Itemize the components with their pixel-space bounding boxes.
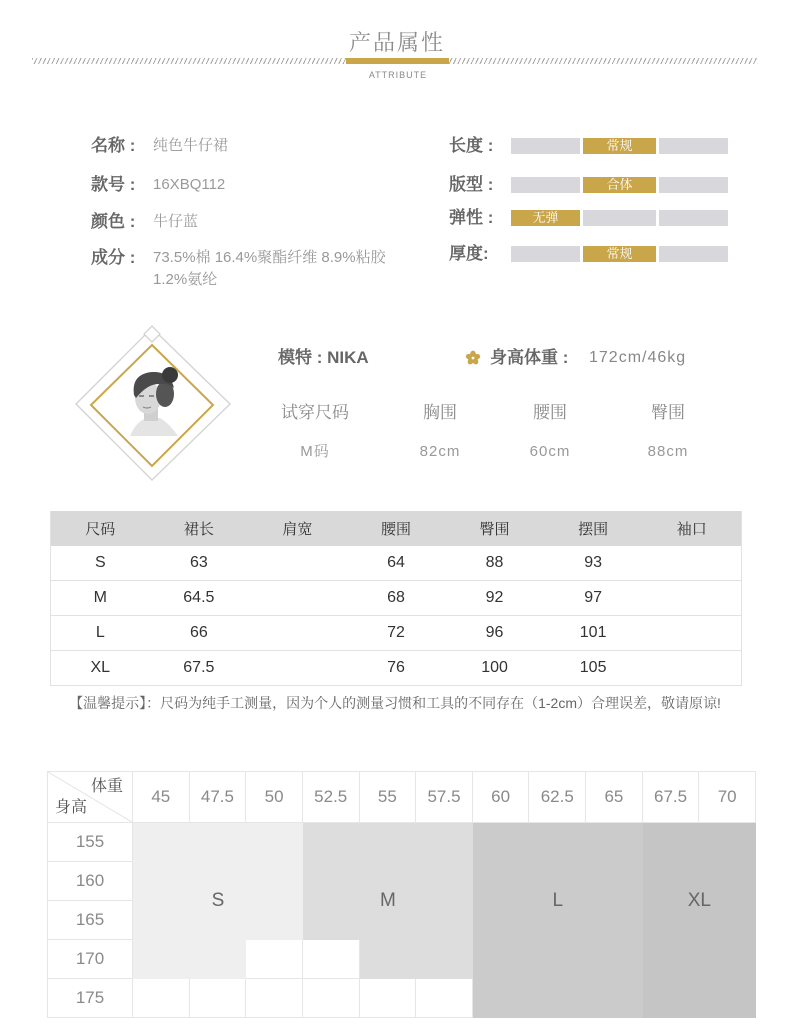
size-fit-cell — [303, 901, 360, 940]
weight-header-cell: 52.5 — [303, 772, 360, 823]
size-fit-cell — [416, 862, 473, 901]
section-subtitle: ATTRIBUTE — [368, 70, 428, 80]
size-table-cell — [248, 546, 347, 581]
size-fit-cell — [473, 940, 530, 979]
size-fit-cell — [699, 823, 756, 862]
measure-value: 88cm — [647, 443, 689, 460]
size-fit-cell — [586, 940, 643, 979]
attribute-row-length — [449, 135, 739, 157]
size-table-cell: 72 — [347, 616, 446, 651]
measure-header: 臀围 — [651, 403, 685, 422]
measure-header: 腰围 — [533, 403, 567, 422]
attribute-value: 16XBQ112 — [153, 176, 226, 193]
size-table-cell: 101 — [544, 616, 643, 651]
size-fit-cell — [190, 862, 247, 901]
size-fit-cell — [473, 979, 530, 1018]
measure-column-bust — [390, 402, 490, 462]
size-region-label-m: M — [379, 890, 396, 911]
attribute-row-style-number — [91, 174, 225, 196]
size-fit-cell — [190, 940, 247, 979]
size-fit-cell — [190, 901, 247, 940]
empty-fit-cell — [303, 979, 360, 1018]
size-table-header-cell: 摆围 — [544, 511, 643, 546]
empty-fit-cell — [246, 940, 303, 979]
level-segment — [659, 210, 728, 226]
size-fit-cell — [360, 940, 417, 979]
length-level-bar — [511, 138, 728, 154]
level-segment-selected: 合体 — [583, 177, 656, 193]
attribute-row-fit — [449, 174, 739, 196]
measure-value: 60cm — [529, 443, 571, 460]
corner-height-label: 身高 — [55, 799, 88, 816]
model-hair-bun — [162, 367, 178, 383]
size-fit-cell — [133, 823, 190, 862]
corner-weight-label: 体重 — [90, 778, 123, 795]
size-table-size-cell: L — [51, 616, 150, 651]
empty-fit-cell — [246, 979, 303, 1018]
size-fit-cell — [246, 862, 303, 901]
size-fit-cell — [473, 823, 530, 862]
attribute-label: 颜色 : — [91, 212, 136, 231]
size-fit-cell — [416, 823, 473, 862]
level-segment — [511, 138, 580, 154]
size-region-label-xl: XL — [687, 890, 711, 911]
size-table-cell: 63 — [150, 546, 249, 581]
size-fit-cell — [190, 823, 247, 862]
size-table-size-cell: XL — [51, 651, 150, 686]
size-table-cell: 76 — [347, 651, 446, 686]
size-fit-cell — [529, 940, 586, 979]
size-table-size-cell: M — [51, 581, 150, 616]
fit-chart-corner-cell — [48, 772, 133, 823]
attribute-value — [153, 247, 386, 291]
size-table-cell: 105 — [544, 651, 643, 686]
measure-value: M码 — [300, 443, 330, 460]
level-segment-selected: 无弹 — [511, 210, 580, 226]
level-segment — [659, 177, 728, 193]
composition-line-2: 1.2%氨纶 — [153, 271, 218, 288]
size-table-cell: 67.5 — [150, 651, 249, 686]
weight-header-cell: 47.5 — [190, 772, 247, 823]
title-accent-bar — [346, 58, 449, 64]
size-fit-cell — [586, 901, 643, 940]
size-table-cell — [642, 651, 741, 686]
attribute-label: 弹性 : — [449, 208, 494, 227]
attribute-label: 厚度: — [449, 244, 489, 263]
size-table-cell: 68 — [347, 581, 446, 616]
measure-header: 试穿尺码 — [281, 403, 349, 422]
measure-header: 胸围 — [423, 403, 457, 422]
attribute-value: 纯色牛仔裙 — [153, 137, 229, 154]
level-segment-selected: 常规 — [583, 246, 656, 262]
model-name: 模特 : NIKA — [278, 348, 369, 367]
size-fit-cell — [303, 823, 360, 862]
size-fit-cell — [246, 901, 303, 940]
size-fit-cell — [586, 979, 643, 1018]
size-table-cell — [248, 581, 347, 616]
size-table-cell — [642, 616, 741, 651]
size-fit-cell — [133, 940, 190, 979]
size-fit-cell — [416, 940, 473, 979]
size-table-header-cell: 裙长 — [150, 511, 249, 546]
flower-icon-graphic — [465, 350, 481, 366]
size-table-cell: 96 — [445, 616, 544, 651]
size-fit-cell — [133, 862, 190, 901]
size-table-cell — [642, 546, 741, 581]
size-fit-cell — [699, 940, 756, 979]
size-table-header-cell: 臀围 — [445, 511, 544, 546]
size-fit-cell — [643, 901, 700, 940]
elasticity-level-bar — [511, 210, 728, 226]
size-table-cell: 64.5 — [150, 581, 249, 616]
empty-fit-cell — [190, 979, 247, 1018]
size-region-label-l: L — [552, 890, 564, 911]
height-label-cell: 160 — [48, 862, 133, 901]
measurement-tip: 【温馨提示】：尺码为纯手工测量，因为个人的测量习惯和工具的不同存在（1-2cm）合理误差，敬请原谅! — [69, 695, 721, 711]
attribute-row-thickness — [449, 243, 739, 265]
flower-center — [472, 357, 475, 360]
size-fit-cell — [586, 862, 643, 901]
size-fit-cell — [529, 862, 586, 901]
attribute-label: 名称 : — [91, 136, 136, 155]
attribute-row-color — [91, 211, 198, 233]
size-fit-cell — [699, 862, 756, 901]
size-fit-cell — [529, 979, 586, 1018]
level-segment — [659, 246, 728, 262]
size-fit-cell — [416, 901, 473, 940]
level-segment-selected: 常规 — [583, 138, 656, 154]
attribute-label: 长度 : — [449, 136, 494, 155]
size-fit-cell — [643, 979, 700, 1018]
size-fit-cell — [133, 901, 190, 940]
size-fit-cell — [360, 823, 417, 862]
height-label-cell: 165 — [48, 901, 133, 940]
size-table-cell: 92 — [445, 581, 544, 616]
level-segment — [659, 138, 728, 154]
empty-fit-cell — [303, 940, 360, 979]
measure-column-size — [265, 402, 365, 462]
size-fit-cell — [303, 862, 360, 901]
fit-level-bar — [511, 177, 728, 193]
size-table — [50, 511, 742, 686]
composition-line-1: 73.5%棉 16.4%聚酯纤维 8.9%粘胶 — [153, 249, 386, 266]
weight-header-cell: 65 — [586, 772, 643, 823]
weight-header-cell: 55 — [360, 772, 417, 823]
size-fit-cell — [246, 823, 303, 862]
size-table-header-cell: 肩宽 — [248, 511, 347, 546]
weight-header-cell: 57.5 — [416, 772, 473, 823]
size-table-cell: 64 — [347, 546, 446, 581]
size-fit-cell — [473, 901, 530, 940]
size-table-size-cell: S — [51, 546, 150, 581]
size-fit-cell — [586, 823, 643, 862]
empty-fit-cell — [360, 979, 417, 1018]
size-region-label-s: S — [211, 890, 225, 911]
size-table-cell — [642, 581, 741, 616]
model-stats-value: 172cm/46kg — [589, 349, 687, 366]
size-fit-cell — [643, 940, 700, 979]
size-fit-cell — [643, 862, 700, 901]
section-title: 产品属性 — [348, 30, 445, 55]
thickness-level-bar — [511, 246, 728, 262]
level-segment — [511, 246, 580, 262]
size-table-cell: 93 — [544, 546, 643, 581]
size-fit-cell — [360, 901, 417, 940]
weight-header-cell: 60 — [473, 772, 530, 823]
size-fit-cell — [699, 979, 756, 1018]
size-table-cell: 97 — [544, 581, 643, 616]
weight-header-cell: 70 — [699, 772, 756, 823]
weight-header-cell: 50 — [246, 772, 303, 823]
size-fit-cell — [529, 901, 586, 940]
height-label-cell: 175 — [48, 979, 133, 1018]
measure-column-waist — [500, 402, 600, 462]
size-fit-cell — [529, 823, 586, 862]
size-fit-cell — [473, 862, 530, 901]
weight-header-cell: 62.5 — [529, 772, 586, 823]
size-table-header-cell: 腰围 — [347, 511, 446, 546]
size-fit-cell — [643, 823, 700, 862]
level-segment — [511, 177, 580, 193]
measure-value: 82cm — [419, 443, 461, 460]
top-small-diamond — [144, 326, 160, 342]
attribute-label: 成分 : — [91, 248, 136, 267]
height-label-cell: 155 — [48, 823, 133, 862]
size-fit-cell — [360, 862, 417, 901]
attribute-label: 款号 : — [91, 175, 136, 194]
size-table-cell: 66 — [150, 616, 249, 651]
weight-header-cell: 67.5 — [643, 772, 700, 823]
size-table-cell: 100 — [445, 651, 544, 686]
attribute-row-composition — [91, 247, 386, 288]
fit-chart-grid — [47, 771, 756, 1018]
weight-header-cell: 45 — [133, 772, 190, 823]
measure-column-hip — [618, 402, 718, 462]
model-stats-label: 身高体重 : — [490, 348, 569, 367]
size-table-cell — [248, 651, 347, 686]
height-label-cell: 170 — [48, 940, 133, 979]
attribute-row-elasticity — [449, 207, 739, 229]
size-table-cell: 88 — [445, 546, 544, 581]
size-table-header-cell: 袖口 — [642, 511, 741, 546]
size-fit-cell — [699, 901, 756, 940]
level-segment — [583, 210, 656, 226]
empty-fit-cell — [416, 979, 473, 1018]
attribute-label: 版型 : — [449, 175, 494, 194]
size-table-cell — [248, 616, 347, 651]
attribute-value: 牛仔蓝 — [153, 213, 199, 230]
empty-fit-cell — [133, 979, 190, 1018]
size-table-header-cell: 尺码 — [51, 511, 150, 546]
flower-icon — [465, 350, 481, 366]
attribute-row-name — [91, 135, 228, 157]
model-diamond-frame — [70, 318, 240, 488]
